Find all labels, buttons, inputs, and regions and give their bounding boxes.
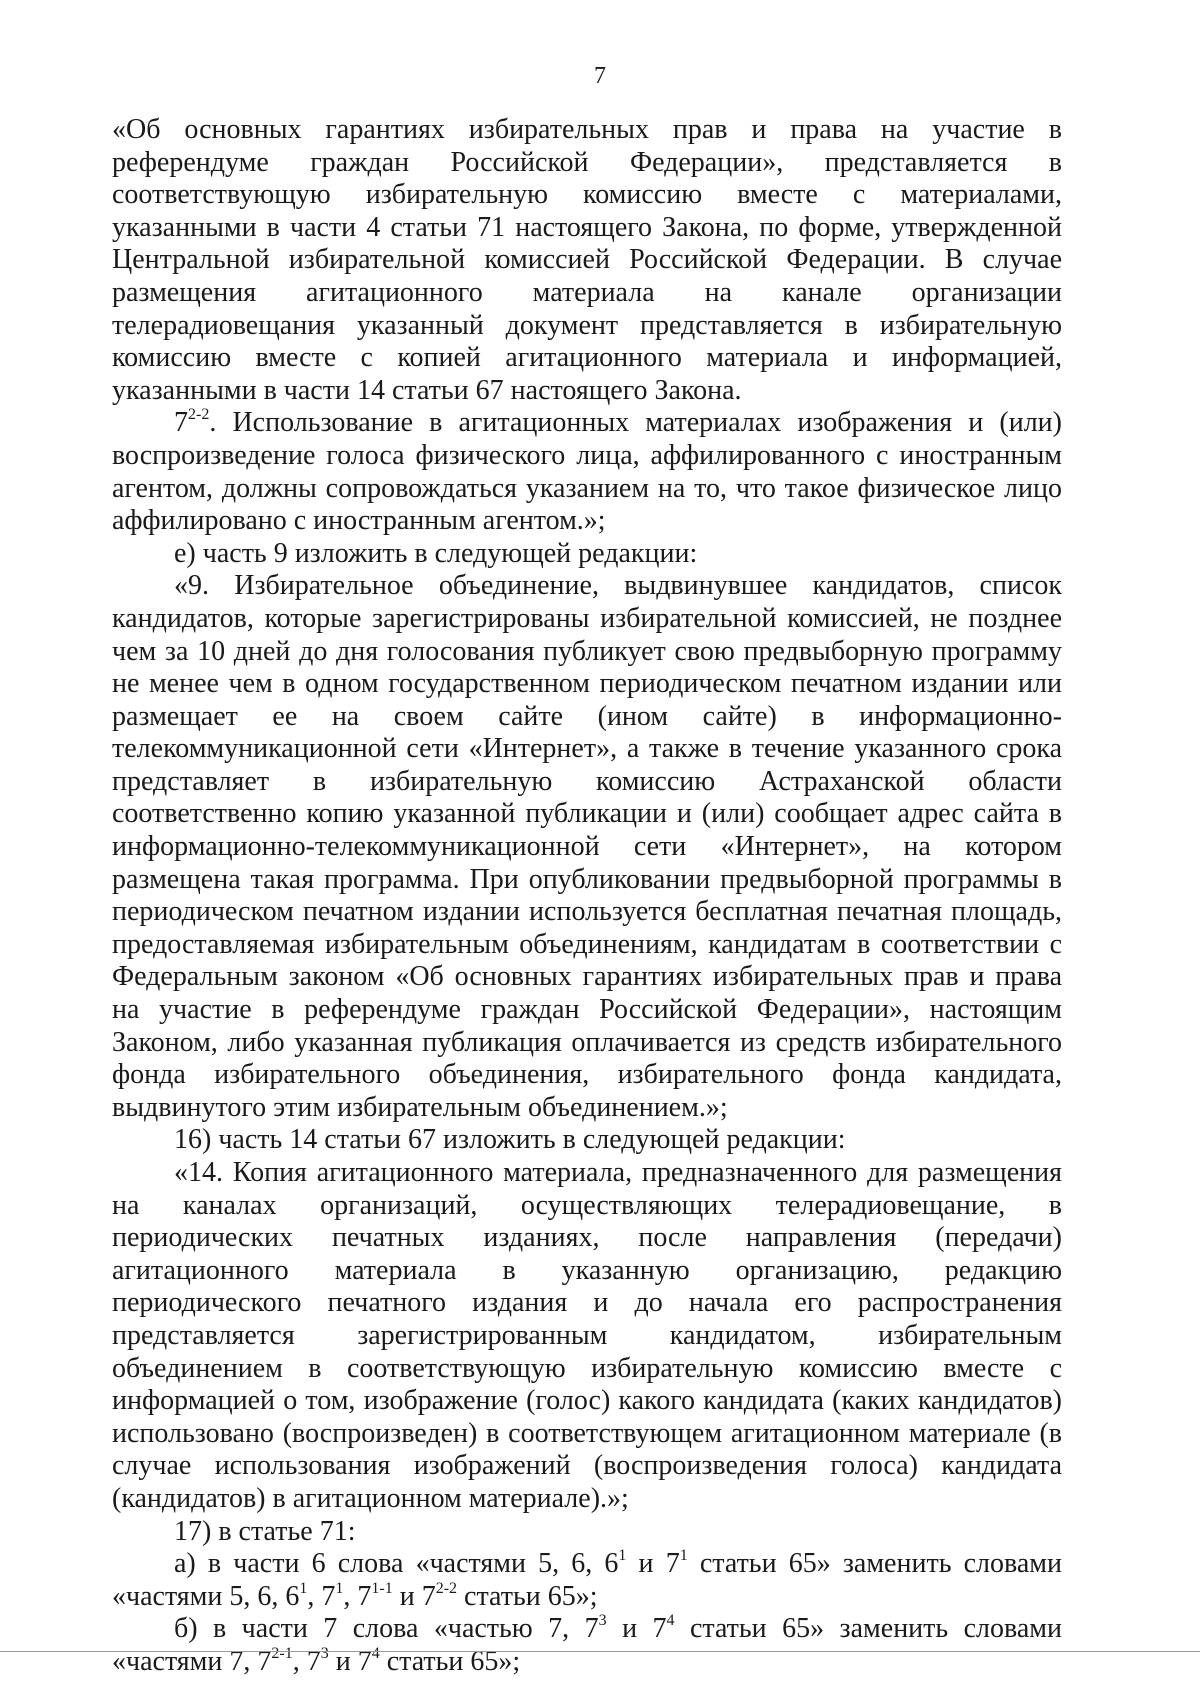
- page-number: 7: [594, 63, 606, 89]
- text-run: . Использование в агитационных материалах изображения и (или) воспроизведение голоса физического лица, аффилированного с иностранным агентом, должны сопровождаться указанием на то, что такое физическое лицо аффилировано с иностранным агентом.»;: [112, 407, 1062, 537]
- paragraph: [112, 1516, 1062, 1549]
- footer-rule: [0, 1651, 1200, 1652]
- text-run: 17) в статье 71:: [174, 1515, 356, 1547]
- superscript: 3: [598, 1612, 607, 1630]
- text-run: и 7: [328, 1645, 372, 1677]
- text-run: и 7: [392, 1580, 436, 1612]
- superscript: 4: [371, 1644, 380, 1662]
- text-run: статьи 65» заменить словами «частями 7, 7: [112, 1613, 1062, 1677]
- superscript: 3: [320, 1644, 329, 1662]
- superscript: 2-2: [188, 406, 210, 424]
- superscript: 4: [666, 1612, 675, 1630]
- text-run: статьи 65»;: [457, 1580, 598, 1612]
- text-run: статьи 65»;: [379, 1645, 521, 1677]
- paragraph: [112, 407, 1062, 537]
- superscript: 1: [335, 1579, 344, 1597]
- text-run: , 7: [343, 1580, 372, 1612]
- superscript: 1-1: [371, 1579, 393, 1597]
- text-run: «14. Копия агитационного материала, предназначенного для размещения на каналах организаций, осуществляющих телерадиовещание, в периодических печатных изданиях, после направления (передачи) агитационного материала в указанную организацию, редакцию периодического печатного издания и до начала его распространения представляется зарегистрированным кандидатом, избирательным объединением в соответствующую избирательную комиссию вместе с информацией о том, изображение (голос) какого кандидата (каких кандидатов) использовано (воспроизведен) в соответствующем агитационном материале (в случае использования изображений (воспроизведения голоса) кандидата (кандидатов) в агитационном материале).»;: [112, 1157, 1062, 1514]
- text-run: 7: [174, 407, 188, 439]
- paragraph: [112, 1124, 1062, 1157]
- superscript: 1: [299, 1579, 308, 1597]
- superscript: 1: [679, 1547, 688, 1565]
- text-run: , 7: [292, 1645, 321, 1677]
- text-run: статьи 65» заменить словами «частями 5, 6, 6: [112, 1548, 1062, 1612]
- superscript: 2-1: [271, 1644, 293, 1662]
- paragraph: [112, 538, 1062, 571]
- text-run: и 7: [606, 1613, 667, 1645]
- superscript: 2-2: [435, 1579, 458, 1597]
- document-body: [112, 114, 1062, 1679]
- text-run: и 7: [626, 1548, 680, 1580]
- paragraph: [112, 1613, 1062, 1678]
- paragraph: [112, 114, 1062, 407]
- text-run: е) часть 9 изложить в следующей редакции:: [174, 537, 698, 569]
- paragraph: [112, 1548, 1062, 1613]
- paragraph: [112, 1157, 1062, 1516]
- text-run: «9. Избирательное объединение, выдвинувшее кандидатов, список кандидатов, которые зарегистрированы избирательной комиссией, не позднее чем за 10 дней до дня голосования публикует свою предвыборную программу не менее чем в одном государственном периодическом печатном издании или размещает ее на своем сайте (ином сайте) в информационно-телекоммуникационной сети «Интернет», а также в течение указанного срока представляет в избирательную комиссию Астраханской области соответственно копию указанной публикации и (или) сообщает адрес сайта в информационно-телекоммуникационной сети «Интернет», на котором размещена такая программа. При опубликовании предвыборной программы в периодическом печатном издании используется бесплатная печатная площадь, предоставляемая избирательным объединениям, кандидатам в соответствии с Федеральным законом «Об основных гарантиях избирательных прав и права на участие в референдуме граждан Российской Федерации», настоящим Законом, либо указанная публикация оплачивается из средств избирательного фонда избирательного объединения, избирательного фонда кандидата, выдвинутого этим избирательным объединением.»;: [112, 570, 1062, 1123]
- superscript: 1: [618, 1547, 627, 1565]
- text-run: а) в части 6 слова «частями 5, 6, 6: [174, 1548, 619, 1580]
- text-run: «Об основных гарантиях избирательных прав и права на участие в референдуме граждан Российской Федерации», представляется в соответствующую избирательную комиссию вместе с материалами, указанными в части 4 статьи 71 настоящего Закона, по форме, утвержденной Центральной избирательной комиссией Российской Федерации. В случае размещения агитационного материала на канале организации телерадиовещания указанный документ представляется в избирательную комиссию вместе с копией агитационного материала и информацией, указанными в части 14 статьи 67 настоящего Закона.: [112, 114, 1062, 406]
- paragraph: [112, 570, 1062, 1124]
- text-run: б) в части 7 слова «частью 7, 7: [174, 1613, 599, 1645]
- text-run: 16) часть 14 статьи 67 изложить в следующей редакции:: [174, 1124, 846, 1156]
- text-run: , 7: [307, 1580, 336, 1612]
